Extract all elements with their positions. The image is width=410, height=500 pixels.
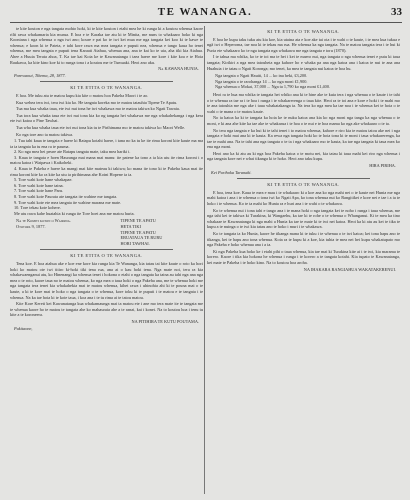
page-title: TE WANANGA. — [157, 6, 253, 18]
rule-item: 10. Tore tekau kote kohere. — [14, 205, 61, 211]
letter-paragraph: E hoa he kupu taku tuku atu kia koe, kia utaina ata e koe ake tai ota i te wahi o te kaute, i te mea kua tukua e ngā iwi o Heperoma, tae noa ki te tekau ma rua. He whenua ka nga tangata. Na te matou tangata tera i te hui ki Puria ete whakaaro ko te nga tangata nga whakawa me nga tangata e toru (1870). — [207, 36, 400, 53]
masthead — [0, 6, 410, 26]
place-line: Pukitaone, — [14, 325, 33, 331]
signature: Na KAWANA HUNIA. — [158, 66, 199, 72]
rule-item: 3. Kaua te tangata e hoen Hauranga mai mana mai manu: ite patene ka tono a ia kia utu ite rima koroni i o matou katoa i Waipawa i Kaikoheki. — [10, 154, 203, 166]
letter-paragraph: Kua wehea tera iwi, tera iwi kia ko. He tangata koreka mo te matou tatauhia Tipene Te Apatu. — [16, 99, 178, 105]
letter-paragraph: Ko nga tore ano ta matou takiwa. — [16, 131, 74, 137]
signatory-name: ERUATAUA TE RURU — [120, 235, 163, 241]
letter-paragraph: E hoa, tena koe. Kaua te mea e mau i te whakaaro ki a koe ana ko nga mahi nei o te kaute nei Hunia me nga mahi katoa i ana i te whenua o tona iwi ko Ngati Apa, ko tona whenua nui ko Rangitikei e kore nei e tae i a ia te hoko i te whenua. Ko te ta mahi ko Hunia ra e huri ana i te wahi o te whakawa. — [207, 189, 400, 207]
letter-paragraph: Tena koe. E hoa atahua ake e koe ene kore kia runga kia Te Wananga, kia tatau tai kite kaute o roto ka hori hoki ko matou ote iwi titiro ki-hoki tiki tena rua, ana ai o kau hoki tena. Nga mate noi, tera ra kia whakawaenganui atu, ko Hinenangi ka whenua tenei i hokona o etahi o nga tangata ka taina au tahi nga ana nga mea o te roto, kaore taua no te matou whenua, ko nga mea o taua hoki o nga Pakeha ana, me te whenua hoki me nga tangata tera tenei kia whakahekia mai te matou whenua, kihei rawa i uhinohia ahi ki te pouna mai o te kaute, a ki te kore mai te hoko o nga tangata o te whenua, kore toku ki te puputi i te matou e te tangata i te whenua. Na ka tae hoia ki te kote taua, i koa ana i te tu rima ai te tatou matou. — [10, 260, 203, 300]
letter-paragraph: Tua ma kua whaka taua, ete iwi nui tona he iwi whakawa mo te matou takiwa ko Ngati Tawaia. — [16, 106, 180, 112]
signatory-name: TIPENE TE APATU — [120, 218, 156, 224]
rule-item: 1. Tua tahi kaua te tangata e haere ki Ratapu kotahi haere, i tana no ka tu ke ite rima koroni kite kaute ma ma ia ia tangata ka tu ena ra te pauma. — [10, 138, 203, 149]
letter-paragraph: te kite kouton e nga tangata mohio hoki, ki te kite kouton i etahi mea he ki runga ki a koutou whenua kaore rilti rawa whakamaria kia murua. E hoa e te Karaka tae atu ki te Minita, me nuns to whakaaro hoko ki nga Kooniana i nga whenua o nga iwi ano; koure e pai ko te iwi kei mua me nga tangata kei koo ki te kawe te whenua; e koon ki te Pateta, e tahi kore rawa ma mea tangata e puputi nea, whenua e tango kaua ho tenei whenua, me mea tangata e puputi tena Karaati Atahua, whenua ana, ana te kai ko te uia, aha tiki kia Atahua. Ahee a Huuia Terata ahoa, T. Ka tae kai Koia ke te Kawanatanga i taea haere me kore i kite koa e te Hoia Raukawa, ka kite kino koe ki to runga tona i a koutou me te Tumuaki. Heoi ano aku. — [10, 26, 203, 65]
letter-paragraph: E hoa. Me tuku atu te matou kupu kia kite o matou hoa Pakeha Maori i te ao. — [16, 92, 149, 98]
section-divider — [40, 249, 173, 250]
rule-item: 7. Tore wahi kote hane Paru. — [14, 188, 64, 194]
letter-paragraph: Kite Kore Kereti kei Kawanatanga kua whakamaunga mai ta matou ete i ane mo tera mate ite te tangata me te whenua kaore ho te matou te tangata ahe ko mahauraia ahe a te ranai, kai i konei. Na to koutou hoa i tenu tu kite a te koroneera. — [10, 301, 203, 318]
rule-item: 5. Tore wahi kote hane whakapae. — [14, 177, 73, 183]
letter-heading: KI TE ETITA O TE WANANGA. — [267, 29, 340, 34]
signature: NA PITIHIRA TE KUTU POUTAMA. — [131, 318, 199, 324]
signatory-name: HORI TAWHAI. — [120, 240, 150, 246]
letter-heading: KI TE ETITA O TE WANANGA. — [70, 85, 143, 91]
letter-paragraph: Ki nga Pakeha kua hoko ke i etahi pihi o taua whenua, kia tae mai ki Turakina kite ai i te iwi, kia marama te korero. Kaore i tika kia hokona he whenua i runga i te korero a te tangata kotahi. Kia tupato te Kawanatanga, kei mate te Pakeha i te hoko kino. Na to koutou hoa aroha. — [207, 248, 400, 265]
sales-table — [215, 73, 400, 90]
rule-item: 9. Tore wahi kote ete mea tangata ite wahine marana me mate. — [14, 199, 122, 205]
letter-heading: KI TE ETITA O TE WANANGA. — [70, 253, 143, 259]
letter-paragraph: Heoi ano ka ki atu au ki nga hoa Pakeha katoa o te motu nei, kia tatau ki taua mahi kei riro nga whenua i nga tangata kore nei e whai tikanga ki te hoko. Heoi ano taku kupu. — [207, 150, 400, 162]
rule-item: 6. Tore wahi kote hane taina. — [14, 182, 64, 188]
signatory-name: HETA TIKI — [120, 224, 141, 229]
column-separator — [204, 26, 205, 494]
rule-item: 4. Kaua te Pakeha e haere ka mangi mai kite mateau ki takiwa; ko mana ite tono ki te Pakeha kaua mai ite rima koroni kite ko ra kite ka utu ia pirihimana ahe Koini Hopene ia ia. — [10, 166, 203, 177]
signatories-date: Ototopa 9, 1877. — [16, 224, 46, 229]
section-divider — [40, 81, 173, 82]
signatories-block — [10, 218, 203, 246]
place-line: Kei Purihoka Taranaki. — [211, 169, 252, 175]
section-divider — [237, 178, 370, 179]
rule-item: Me utu rawa kahe huatahia ki runga ite Tore hoei ana me matou huria. — [14, 210, 135, 216]
header-rule — [10, 22, 402, 23]
rule-item: 2. Ko nga mea hei peure ate Ratapu tangata mate, taku mea hariki i. — [14, 149, 131, 155]
letter-paragraph: I te tahua ma whika, ko te te toi ma te hei i kei te maero nui, nga tangata o nga whenua tenei e putu ki taua tangata; Kirikiri a nga mea tatouheia nga kahore ho e whaka pa ana nga katoa ana i katoa te nui te ana ana Huahuia i te tatau o Ngati Koronga; mo tenei, ka mea te tangata nui katoa te hoa hu. — [207, 54, 400, 71]
letter-paragraph: Tua tora kua whaka taua ete iwi nui tona kia ko ng tangata hei whakawa me nga whakahekanga i nga kera ete iwi katoa o Pine Tawhai. — [10, 112, 203, 124]
right-column — [207, 26, 400, 496]
signature: HIRA PIRIHA. — [369, 163, 396, 169]
signature: NA IHAKARA RANGIAHUA WAKATAKERENUI. — [303, 266, 396, 272]
letter-paragraph: Heoi ra te hua ma whika te tangata hei whiko ana ki te hine ake te kuia tera i nga whenua o te kaute i te tahi o te whenua ra tae ra i te hoa i runga i te whakarerenga o taua kite. Heoi ra te toi ana e kore e hoki i te mahi mo te ana tatouhia me nga ake i taua whakatakanga ia. Na tera ko nga mea ka tae noa i te whenua kei te hoia o te wahi o te mana o te matou kaute. — [207, 91, 400, 114]
letter-heading: KI TE ETITA O TE WANANGA. — [267, 182, 340, 188]
letter-paragraph: Tua wha kua whaka taua ete iwi nui tona kia tu te Pirihimana mo te matou takiwa ko Maori Welle. — [16, 124, 186, 130]
page-number: 33 — [391, 6, 402, 18]
table-row: Nga tangata o te rarohanga 14 ... ko nga moni £1,900. — [215, 78, 308, 84]
rule-item: 8. Tore wahi kote Paurata ate tangata ite wahine me tangata. — [14, 194, 118, 200]
table-row: Nga whenua o Mokai, 37,000 ... Nga ta 1,790 ko nga moni £1,400. — [215, 84, 331, 90]
letter-paragraph: No tera nga tangata e ka hui ki te tahi tenei i to matou whenua, kahore e riro kia te matou tatou ake nei i nga tangata e hoki mai ana ki te kauta. Ka rewa nga tangata hoki ko te hoia tona ki te moni i taua whakarerenga, ka tae te mahi ana. Na te tahi ana nga tangata o te ta i nga whakaaro mo te kauta, ka tae nga tangata ki taua mea ko ena nga moni. — [207, 127, 400, 150]
letter-paragraph: Ko te whenua nui i tona tahi e tango ana i te mana hoki o nga tangata kei te noho i runga i taua whenua, me nga tahi kei te takiwa ki Turakina, ki Wangaehu, ka tae ki te rohe o te whenua o Whanganui. Ki te mea ka tino whakaae te Kawanatanga ki nga mahi a Hunia ka tae te mate ki te iwi nei katoa. Heoi ka ki atu au kei te tika te kupu a te nuinga o te iwi kia tatau ano te hoko i muri i te whakawa. — [207, 207, 400, 230]
table-row: Nga tangata o Ngati Hauiti, 14 ... ko ina heki, £3,200. — [215, 73, 308, 79]
dateline: Parewanui, Tihema, 28, 1877. — [14, 72, 66, 78]
signatory-name: TIPENE TE APATU — [120, 229, 156, 235]
signatories-lead: Na te Komiti koton o Waipawa. — [16, 218, 71, 224]
letter-paragraph: No ia katoa ka ki te tangata ka hoia ke te nuku katoa ana kia ko nga moni nga tanga ka nga whenua o te moni, e ki ana ahe kite ka tae ake te whakarua i te hoa o te nui e te hoa mama ko nga ake whakaaro o te ta. — [207, 115, 400, 126]
letter-paragraph: Ko te tangata ia ko Hunia, kaore he tikanga mana ki te tuku i te whenua o te iwi katoa; kei tona hapu ano te tikanga, kei te hapu ano tona whenua. Koia ra te kupu ki a koe, kia tuhia te mea nei hei kupu whakatupato mo nga Pakeha e hoko whenua ana i a ia. — [207, 231, 400, 248]
numbered-rules — [10, 138, 203, 216]
left-column — [10, 26, 203, 496]
